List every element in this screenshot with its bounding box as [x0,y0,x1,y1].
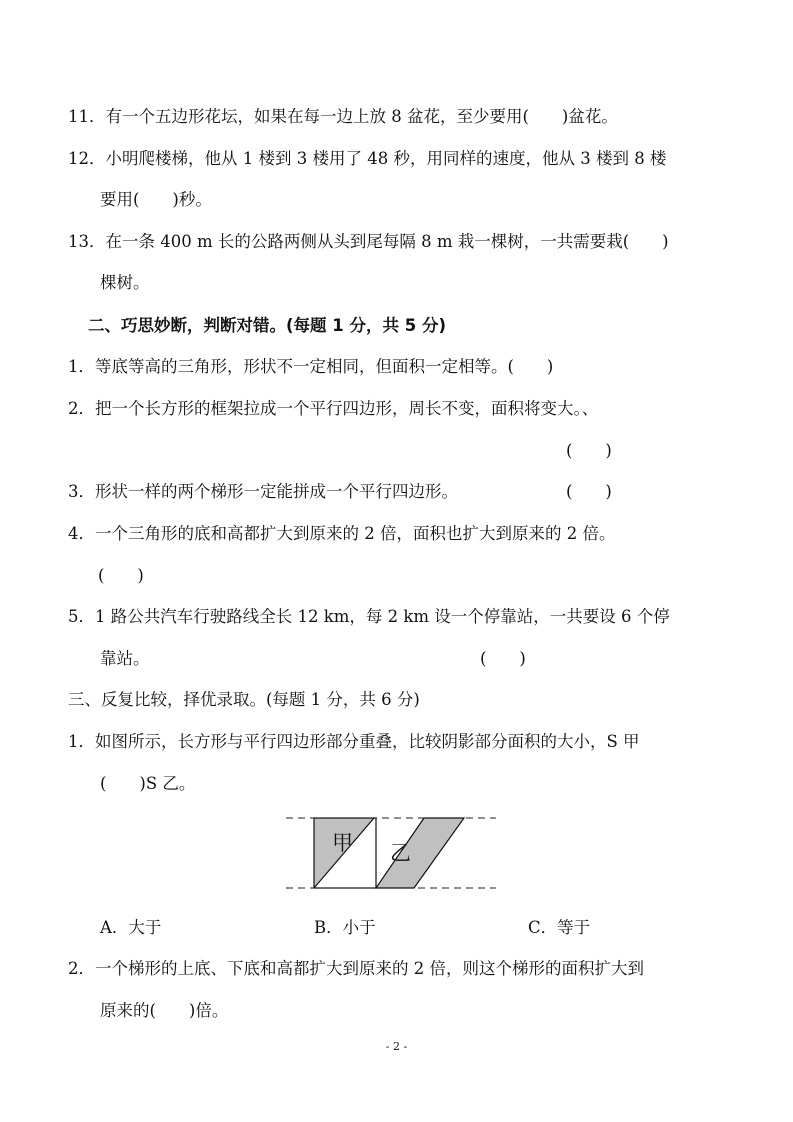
judge-q5-line1: 5．1 路公共汽车行驶路线全长 12 km，每 2 km 设一个停靠站，一共要设 6 个停 [68,607,670,626]
judge-q5-line2: 靠站。 [100,649,150,668]
choice-q1-line2: ( )S 乙。 [100,774,196,793]
question-13-line1: 13．在一条 400 m 长的公路两侧从头到尾每隔 8 m 栽一棵树，一共需要栽( ) [68,232,669,251]
choice-q1-line1: 1．如图所示，长方形与平行四边形部分重叠，比较阴影部分面积的大小，S 甲 [68,732,640,751]
question-12-line2: 要用( )秒。 [100,190,212,209]
section3-heading: 三、反复比较，择优录取。(每题 1 分，共 6 分) [68,690,420,709]
choice-q2-line2: 原来的( )倍。 [100,1001,229,1020]
judge-q5-answer: ( ) [480,649,526,668]
label-yi: 乙 [390,841,411,865]
option-b: B．小于 [314,918,376,937]
question-12-line1: 12．小明爬楼梯，他从 1 楼到 3 楼用了 48 秒，用同样的速度，他从 3 楼到 8 楼 [68,149,667,168]
option-c: C．等于 [528,918,591,937]
judge-q1: 1．等底等高的三角形，形状不一定相同，但面积一定相等。( ) [68,357,554,376]
question-11: 11．有一个五边形花坛，如果在每一边上放 8 盆花，至少要用( )盆花。 [68,107,618,126]
page-number: - 2 - [385,1040,408,1053]
label-jia: 甲 [332,831,353,855]
judge-q4: 4．一个三角形的底和高都扩大到原来的 2 倍，面积也扩大到原来的 2 倍。 [68,524,616,543]
question-13-line2: 棵树。 [100,273,150,292]
section2-heading: 二、巧思妙断，判断对错。(每题 1 分，共 5 分) [88,316,447,335]
option-a: A．大于 [100,918,162,937]
overlap-figure [284,812,514,896]
judge-q2-line1: 2．把一个长方形的框架拉成一个平行四边形，周长不变，面积将变大。、 [68,399,599,418]
choice-q2-line1: 2．一个梯形的上底、下底和高都扩大到原来的 2 倍，则这个梯形的面积扩大到 [68,959,644,978]
judge-q3-answer: ( ) [566,482,612,501]
judge-q2-answer: ( ) [566,441,612,460]
judge-q4-answer: ( ) [98,566,144,585]
judge-q3: 3．形状一样的两个梯形一定能拼成一个平行四边形。 [68,482,458,501]
